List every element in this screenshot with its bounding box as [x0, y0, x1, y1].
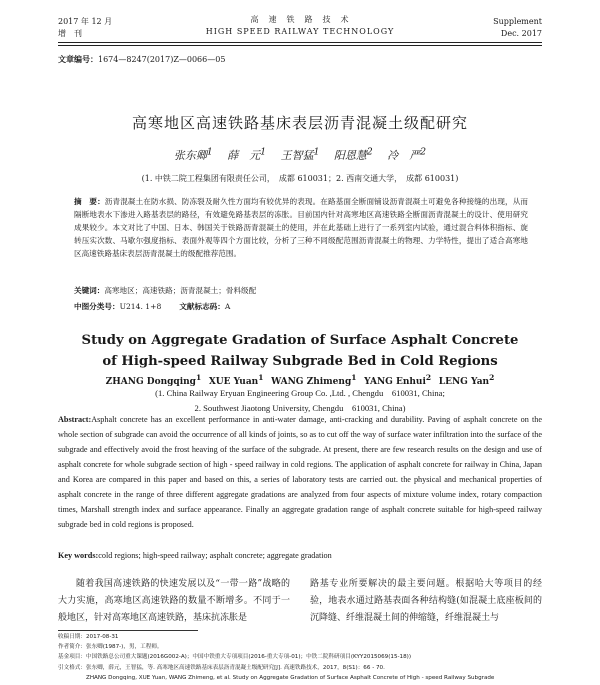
abstract-en	[58, 412, 542, 532]
keywords-en-label: Key words:	[58, 551, 99, 560]
author-cn: 薛 元$^1$	[227, 146, 267, 162]
article-number-value: 1674—8247(2017)Z—0066—05	[98, 55, 226, 64]
citation-en: ZHANG Dongqing, XUE Yuan, WANG Zhimeng, et al. Study on Aggregate Gradation of Surface Asphalt Concrete of High - speed Railway Subgrade	[86, 674, 495, 681]
affiliation-cn: (1. 中铁二院工程集团有限责任公司， 成都 610031；2. 西南交通大学， 成都 610031)	[141, 174, 459, 183]
classification-line	[74, 301, 230, 312]
body-text-left-column: 随着我国高速铁路的快速发展以及“一带一路”战略的大力实施，高寒地区高速铁路的数量不断增多。不同于一般地区，针对高寒地区高速铁路，基床抗冻胀是	[58, 579, 290, 623]
author-en: LENG Yan$^2$	[438, 373, 495, 387]
author-cn: 冷 严$^2$	[387, 146, 427, 162]
keywords-en-text: cold regions; high-speed railway; asphalt concrete; aggregate gradation	[98, 551, 332, 560]
keywords-cn	[74, 285, 256, 296]
issue-type: 增 刊	[58, 29, 82, 38]
author-bio: 作者简介：张东卿(1987-)，男，工程师。	[58, 644, 163, 651]
header-rule-thin	[58, 45, 542, 46]
citation-cn: 引文格式：张东卿，薛元，王智猛，等. 高寒地区高速铁路基床表层沥青混凝土级配研究[J]. 高速铁路技术，2017，8(S1)：66 - 70.	[58, 664, 385, 671]
header-rule	[58, 42, 542, 43]
keywords-en	[58, 551, 332, 560]
article-number-label: 文章编号：	[58, 54, 98, 64]
affiliation-en-line1: (1. China Railway Eryuan Engineering Group Co. ,Ltd. , Chengdu 610031, China;	[155, 388, 445, 398]
paper-title-cn: 高寒地区高速铁路基床表层沥青混凝土级配研究	[131, 114, 468, 132]
paper-title-en-line1: Study on Aggregate Gradation of Surface Asphalt Concrete	[81, 333, 519, 348]
document-code: 文献标志码：A	[179, 302, 231, 311]
supplement-label: Supplement	[493, 17, 542, 26]
affiliation-en-line2: 2. Southwest Jiaotong University, Chengdu 610031, China)	[194, 403, 406, 413]
issue-date-en: Dec. 2017	[500, 29, 542, 38]
author-cn: 阳恩慧$^2$	[333, 146, 373, 162]
body-text-right-column: 路基专业所要解决的最主要问题。根据哈大等项目的经验，地表水通过路基表面各种结构缝(如混凝土底座板间的沉降缝、纤维混凝土间的伸缩缝，纤维混凝土与	[310, 579, 542, 623]
keywords-cn-label: 关键词：	[74, 286, 105, 295]
abstract-en-text: Asphalt concrete has an excellent performance in anti-water damage, anti-cracking and durability. Paving of asphalt concrete on the whole section of subgrade can avoid the occurrence of all kinds of joints, so as to cut off the way of surface water infiltration into the surface of the subgrade and effectively avoid the frost heaving of the surface of the subgrade. At present, there are few research results on the design and use of asphalt concrete for whole subgrade section of high - speed railway in cold regions. The application of asphalt concrete for railway in China, Japan and Korea are compared in this paper and based on this, a series of laboratory tests are carried out. the physical and mechanical properties of asphalt concrete in the range of three different aggregate gradations are analyzed from four aspects of mixture volume index, rotary compaction times, Marshall strength index and surface appearance. Finally an aggregate gradation range of asphalt concrete suitable for high-speed railway subgrade bed in cold regions is proposed.	[58, 415, 542, 529]
abstract-cn-text: 沥青混凝土在防水损、防冻裂及耐久性方面均有较优异的表现。在路基面全断面铺设沥青混凝土可避免各种接缝的出现，从而隔断地表水下渗进入路基表层的路径，有效避免路基表层的冻胀。目前国内针对高寒地区高速铁路全断面沥青混凝土的设计、使用研究成果较少。本文对比了中国、日本、韩国关于铁路沥青混凝土的使用，并在此基础上进行了一系列室内试验，通过混合料体积指标、旋转压实次数、马歇尔强度指标、表面外观等四个方面比较，分析了三种不同级配范围沥青混凝土的物理、力学特性，提出了适合高寒地区高速铁路基床表层沥青混凝土的级配推荐范围。	[74, 197, 529, 258]
received-date: 收稿日期：2017-08-31	[58, 634, 119, 640]
author-cn: 张东卿$^1$	[173, 146, 213, 162]
article-number	[58, 54, 225, 65]
author-cn: 王智猛$^1$	[280, 146, 320, 162]
author-en: ZHANG Dongqing$^1$	[105, 373, 202, 387]
footnote-rule	[58, 630, 198, 631]
authors-en	[0, 373, 600, 387]
clc-number: 中图分类号：U214. 1+8	[74, 302, 162, 311]
abstract-cn-label: 摘 要：	[74, 197, 105, 206]
journal-name-cn: 高 速 铁 路 技 术	[250, 15, 350, 24]
abstract-en-label: Abstract:	[58, 415, 92, 424]
journal-name-en: HIGH SPEED RAILWAY TECHNOLOGY	[205, 27, 395, 36]
abstract-cn	[74, 195, 528, 260]
issue-date: 2017 年 12 月	[58, 17, 113, 26]
authors-cn	[0, 146, 600, 163]
keywords-cn-text: 高寒地区；高速铁路；沥青混凝土；骨料级配	[104, 286, 257, 295]
author-en: XUE Yuan$^1$	[208, 373, 264, 387]
author-en: WANG Zhimeng$^1$	[271, 373, 357, 387]
paper-title-en	[0, 330, 600, 372]
running-header-right	[493, 16, 542, 40]
fund-info: 基金项目：中国铁路总公司重大课题(2016G002-A)；中国中铁重大专项项目(2016-重大专项-01)；中铁二院科研项目(KYY2015069(15-18))	[58, 654, 412, 661]
author-en: YANG Enhui$^2$	[364, 373, 432, 387]
footnotes	[58, 632, 542, 683]
paper-title-en-line2: of High-speed Railway Subgrade Bed in Cold Regions	[102, 354, 498, 369]
